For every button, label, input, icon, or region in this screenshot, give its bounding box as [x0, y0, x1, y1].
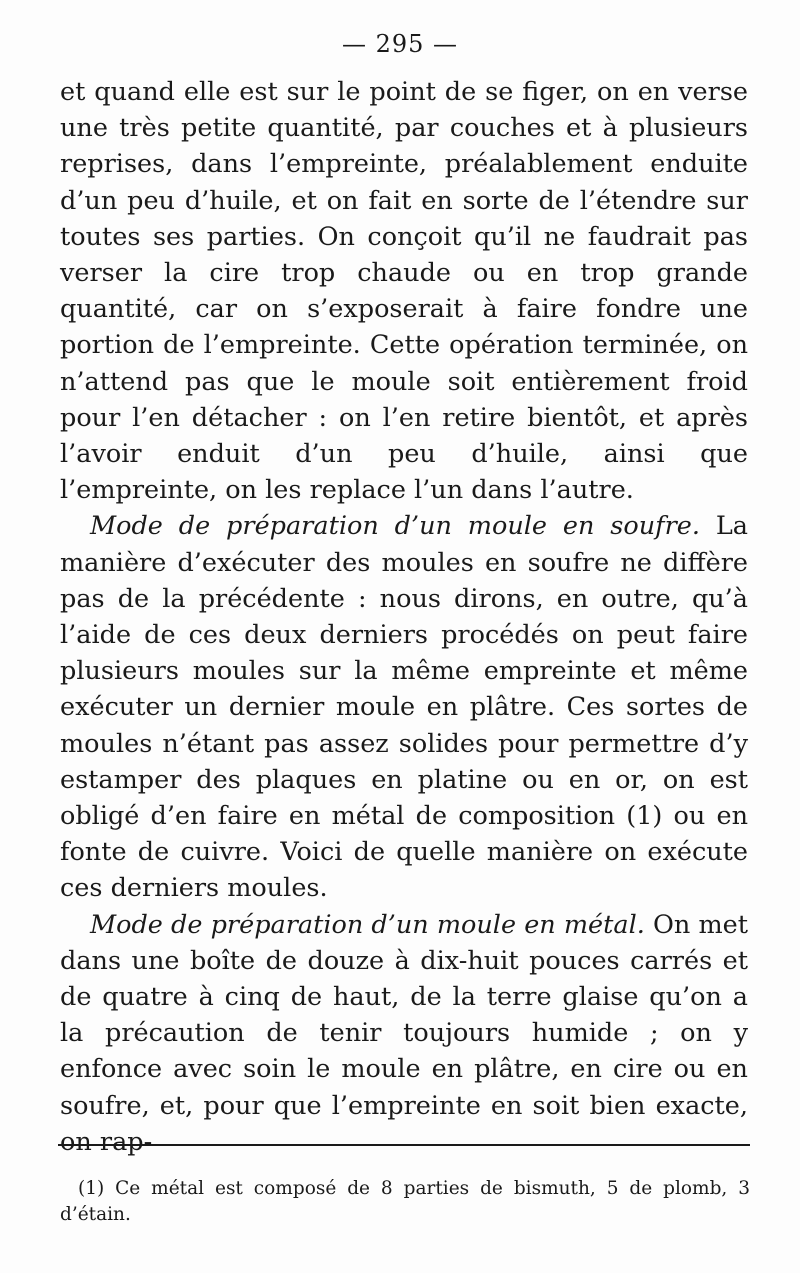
footnote-divider: [58, 1144, 750, 1146]
footnote-text: (1) Ce métal est composé de 8 parties de bismuth, 5 de plomb, 3 d’étain.: [60, 1178, 750, 1225]
section-heading-metal-mold: Mode de préparation d’un moule en métal.: [90, 909, 645, 940]
paragraph-text: La manière d’exécuter des moules en soufre ne diffère pas de la précédente : nous dirons, en outre, qu’à l’aide de ces deux derniers procédés on peut faire plusieurs moules sur la même empreinte et même exécuter un dernier moule en plâtre. Ces sortes de moules n’étant pas assez solides pour permettre d’y estamper des plaques en platine ou en or, on est obligé d’en faire en métal de composition (1) ou en fonte de cuivre. Voici de quelle manière on exécute ces derniers moules.: [60, 511, 748, 904]
paragraph-wax-mold-continuation: [60, 74, 748, 508]
body-text: [60, 74, 748, 1160]
page-number: — 295 —: [341, 30, 459, 58]
paragraph-text: et quand elle est sur le point de se figer, on en verse une très petite quantité, par couches et à plusieurs reprises, dans l’empreinte, préalablement enduite d’un peu d’huile, et on fait en sorte de l’étendre sur toutes ses parties. On conçoit qu’il ne faudrait pas verser la cire trop chaude ou en trop grande quantité, car on s’exposerait à faire fondre une portion de l’empreinte. Cette opération terminée, on n’attend pas que le moule soit entièrement froid pour l’en détacher : on l’en retire bientôt, et après l’avoir enduit d’un peu d’huile, ainsi que l’empreinte, on les replace l’un dans l’autre.: [60, 77, 748, 506]
paragraph-metal-mold: [60, 907, 748, 1160]
paragraph-text: On met dans une boîte de douze à dix-huit pouces carrés et de quatre à cinq de haut, de la terre glaise qu’on a la précaution de tenir toujours humide ; on y enfonce avec soin le moule en plâtre, en cire ou en soufre, et, pour que l’empreinte en soit bien exacte, on rap-: [60, 909, 748, 1157]
paragraph-sulfur-mold: [60, 508, 748, 906]
footnote: [60, 1176, 750, 1228]
section-heading-sulfur-mold: Mode de préparation d’un moule en soufre.: [90, 511, 700, 542]
